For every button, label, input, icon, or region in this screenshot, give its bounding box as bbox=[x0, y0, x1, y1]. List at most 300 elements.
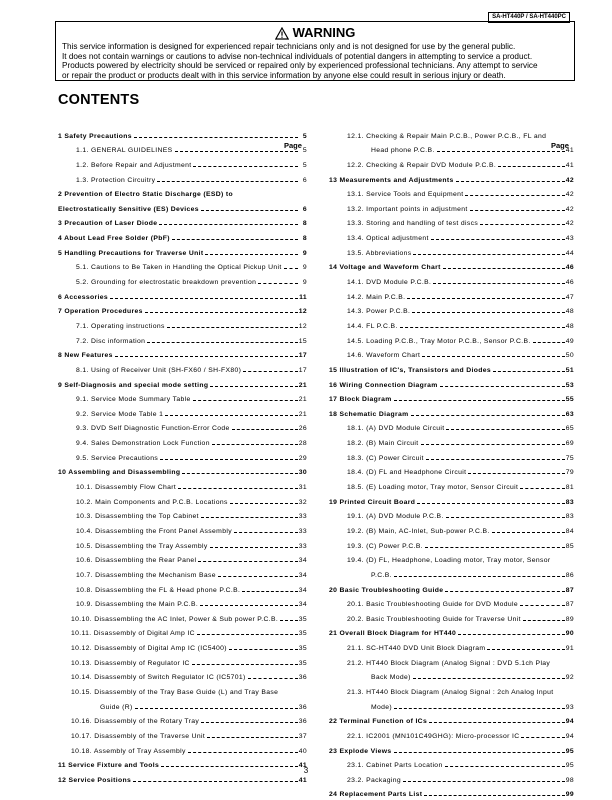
toc-entry-page: 49 bbox=[565, 337, 574, 345]
toc-entry-page: 65 bbox=[565, 425, 574, 433]
toc-entry-title: 1.3. Protection Circuitry bbox=[76, 176, 156, 184]
toc-entry-title: 18.5. (E) Loading motor, Tray motor, Sensor Circuit bbox=[347, 484, 519, 492]
toc-entry-title: 14.4. FL P.C.B. bbox=[347, 322, 398, 330]
toc-entry-page: 15 bbox=[298, 337, 307, 345]
toc-entry-title: 21.1. SC-HT440 DVD Unit Block Diagram bbox=[347, 645, 486, 653]
toc-entry-title: 14 Voltage and Waveform Chart bbox=[329, 264, 441, 272]
warning-line: It does not contain warnings or cautions to advise non-technical individuals of potential dangers in attempting to service a product. bbox=[62, 51, 533, 61]
toc-entry-title: 12.1. Checking & Repair Main P.C.B., Power P.C.B., FL and bbox=[347, 132, 547, 140]
toc-entry-title: 10.9. Disassembling the Main P.C.B. bbox=[76, 601, 199, 609]
toc-leader-line bbox=[135, 708, 298, 709]
toc-entry[interactable] bbox=[329, 669, 574, 684]
toc-entry[interactable] bbox=[58, 727, 307, 742]
toc-entry[interactable] bbox=[329, 493, 574, 508]
toc-entry-page: 94 bbox=[565, 732, 574, 740]
toc-entry-page: 87 bbox=[565, 586, 574, 594]
toc-entry[interactable] bbox=[329, 405, 574, 420]
page-column-header-left: Page bbox=[284, 141, 302, 150]
toc-entry-page: 42 bbox=[565, 176, 574, 184]
toc-entry[interactable] bbox=[329, 566, 574, 581]
warning-text bbox=[62, 42, 568, 80]
toc-leader-line bbox=[284, 268, 298, 269]
toc-entry-page: 84 bbox=[565, 527, 574, 535]
toc-entry-page: 46 bbox=[565, 279, 574, 287]
toc-leader-line bbox=[470, 210, 565, 211]
toc-entry-title: Electrostatically Sensitive (ES) Devices bbox=[58, 205, 199, 213]
toc-leader-line bbox=[394, 708, 565, 709]
toc-leader-line bbox=[413, 254, 564, 255]
toc-entry-page: 5 bbox=[302, 147, 307, 155]
toc-entry[interactable] bbox=[58, 669, 307, 684]
toc-entry[interactable] bbox=[329, 361, 574, 376]
toc-entry[interactable] bbox=[58, 449, 307, 464]
toc-entry-title: Head phone P.C.B. bbox=[371, 147, 435, 155]
toc-entry-page: 6 bbox=[302, 205, 307, 213]
toc-entry[interactable] bbox=[58, 229, 307, 244]
toc-entry-title: 14.2. Main P.C.B. bbox=[347, 293, 406, 301]
toc-leader-line bbox=[242, 591, 298, 592]
toc-entry[interactable] bbox=[58, 259, 307, 274]
toc-leader-line bbox=[147, 342, 297, 343]
toc-entry-page: 99 bbox=[565, 791, 574, 799]
toc-entry[interactable] bbox=[58, 698, 307, 713]
toc-entry-title: 5 Handling Precautions for Traverse Unit bbox=[58, 249, 204, 257]
toc-entry[interactable] bbox=[58, 683, 307, 698]
toc-entry[interactable] bbox=[329, 434, 574, 449]
warning-title-text: WARNING bbox=[292, 25, 356, 40]
toc-entry-title: 18.4. (D) FL and Headphone Circuit bbox=[347, 469, 467, 477]
toc-entry[interactable] bbox=[329, 742, 574, 757]
toc-leader-line bbox=[182, 473, 297, 474]
toc-entry-title: 14.3. Power P.C.B. bbox=[347, 308, 411, 316]
toc-entry-title: 21 Overall Block Diagram for HT440 bbox=[329, 630, 457, 638]
toc-entry-title: Back Mode) bbox=[371, 674, 411, 682]
toc-entry[interactable] bbox=[329, 581, 574, 596]
toc-entry-page: 40 bbox=[298, 747, 307, 755]
toc-entry-page: 86 bbox=[565, 571, 574, 579]
toc-entry-title: 8 New Features bbox=[58, 352, 113, 360]
toc-leader-line bbox=[446, 517, 565, 518]
toc-entry[interactable] bbox=[58, 508, 307, 523]
toc-entry-page: 92 bbox=[565, 674, 574, 682]
toc-entry-title: 19.4. (D) FL, Headphone, Loading motor, Tray motor, Sensor bbox=[347, 557, 551, 565]
toc-entry[interactable] bbox=[329, 215, 574, 230]
toc-entry-title: 13.4. Optical adjustment bbox=[347, 235, 429, 243]
toc-entry-page: 90 bbox=[565, 630, 574, 638]
toc-entry[interactable] bbox=[329, 420, 574, 435]
toc-leader-line bbox=[407, 298, 564, 299]
toc-entry-title: 17 Block Diagram bbox=[329, 396, 392, 404]
toc-entry[interactable] bbox=[329, 552, 574, 567]
toc-entry-title: 10.13. Disassembly of Regulator IC bbox=[71, 659, 190, 667]
toc-entry[interactable] bbox=[329, 200, 574, 215]
toc-leader-line bbox=[445, 591, 564, 592]
toc-entry[interactable] bbox=[329, 625, 574, 640]
toc-leader-line bbox=[280, 620, 298, 621]
toc-entry-page: 75 bbox=[565, 454, 574, 462]
toc-entry-title: 2 Prevention of Electro Static Discharge (ESD) to bbox=[58, 191, 234, 199]
toc-entry[interactable] bbox=[58, 566, 307, 581]
toc-entry[interactable] bbox=[329, 610, 574, 625]
toc-entry-title: 4 About Lead Free Solder (PbF) bbox=[58, 235, 170, 243]
toc-entry[interactable] bbox=[58, 186, 307, 201]
toc-entry-title: 12 Service Positions bbox=[58, 776, 132, 784]
toc-entry[interactable] bbox=[329, 376, 574, 391]
toc-entry[interactable] bbox=[58, 713, 307, 728]
toc-entry[interactable] bbox=[58, 391, 307, 406]
toc-entry-page: 48 bbox=[565, 322, 574, 330]
toc-entry[interactable] bbox=[58, 347, 307, 362]
toc-leader-line bbox=[212, 444, 298, 445]
toc-leader-line bbox=[403, 781, 565, 782]
toc-entry-title: 11 Service Fixture and Tools bbox=[58, 762, 160, 770]
toc-entry-title: 7.1. Operating instructions bbox=[76, 322, 165, 330]
toc-right-column bbox=[329, 127, 574, 800]
toc-leader-line bbox=[446, 429, 564, 430]
toc-entry-title: 13.5. Abbreviations bbox=[347, 249, 412, 257]
toc-leader-line bbox=[443, 268, 565, 269]
toc-entry-page: 93 bbox=[565, 703, 574, 711]
toc-entry-title: 10.1. Disassembly Flow Chart bbox=[76, 484, 177, 492]
toc-entry[interactable] bbox=[58, 610, 307, 625]
toc-entry-title: 18.2. (B) Main Circuit bbox=[347, 440, 419, 448]
toc-entry-title: 10.8. Disassembling the FL & Head phone P.C.B. bbox=[76, 586, 241, 594]
toc-entry-page: 63 bbox=[565, 410, 574, 418]
toc-entry-page: 8 bbox=[302, 235, 307, 243]
toc-entry[interactable] bbox=[58, 142, 307, 157]
toc-entry-title: 23 Explode Views bbox=[329, 747, 392, 755]
toc-entry-title: 10.17. Disassembly of the Traverse Unit bbox=[71, 732, 206, 740]
toc-entry-title: 10.3. Disassembling the Top Cabinet bbox=[76, 513, 199, 521]
toc-entry-page: 36 bbox=[298, 703, 307, 711]
toc-entry-page: 11 bbox=[299, 293, 307, 301]
toc-entry-title: 15 Illustration of IC's, Transistors and Diodes bbox=[329, 366, 491, 374]
toc-entry[interactable] bbox=[329, 259, 574, 274]
toc-entry-page: 41 bbox=[565, 161, 574, 169]
toc-entry[interactable] bbox=[58, 552, 307, 567]
toc-entry[interactable] bbox=[58, 317, 307, 332]
toc-entry-page: 5 bbox=[302, 161, 307, 169]
toc-entry-title: 19.2. (B) Main, AC-Inlet, Sub-power P.C.B. bbox=[347, 527, 490, 535]
toc-entry-title: 13.2. Important points in adjustment bbox=[347, 205, 468, 213]
toc-leader-line bbox=[493, 371, 565, 372]
toc-entry-page: 28 bbox=[298, 440, 307, 448]
toc-entry[interactable] bbox=[58, 581, 307, 596]
toc-leader-line bbox=[188, 752, 298, 753]
toc-entry-title: 20.1. Basic Troubleshooting Guide for DVD Module bbox=[347, 601, 518, 609]
toc-entry-title: 5.1. Cautions to Be Taken in Handling the Optical Pickup Unit bbox=[76, 264, 282, 272]
warning-line: This service information is designed for experienced repair technicians only and is not designed for use by the general public. bbox=[62, 42, 516, 51]
toc-leader-line bbox=[468, 473, 564, 474]
toc-entry[interactable] bbox=[329, 698, 574, 713]
toc-entry[interactable] bbox=[329, 303, 574, 318]
toc-entry-page: 42 bbox=[565, 205, 574, 213]
toc-entry-page: 12 bbox=[298, 322, 307, 330]
toc-entry[interactable] bbox=[329, 347, 574, 362]
toc-entry-page: 98 bbox=[565, 776, 574, 784]
toc-entry[interactable] bbox=[329, 478, 574, 493]
toc-leader-line bbox=[465, 195, 564, 196]
toc-entry-title: 7.2. Disc information bbox=[76, 337, 146, 345]
toc-entry-page: 46 bbox=[565, 264, 574, 272]
toc-entry-page: 37 bbox=[298, 732, 307, 740]
toc-leader-line bbox=[400, 327, 565, 328]
toc-leader-line bbox=[458, 634, 565, 635]
toc-leader-line bbox=[520, 605, 565, 606]
toc-leader-line bbox=[210, 547, 298, 548]
toc-entry[interactable] bbox=[58, 522, 307, 537]
warning-box bbox=[55, 21, 575, 81]
toc-entry-page: 9 bbox=[302, 264, 307, 272]
toc-entry-title: Mode) bbox=[371, 703, 393, 711]
toc-leader-line bbox=[200, 605, 298, 606]
toc-leader-line bbox=[134, 137, 298, 138]
toc-entry-page: 42 bbox=[565, 220, 574, 228]
toc-leader-line bbox=[218, 576, 298, 577]
toc-entry-page: 95 bbox=[565, 747, 574, 755]
toc-leader-line bbox=[230, 503, 298, 504]
toc-entry[interactable] bbox=[58, 537, 307, 552]
toc-entry[interactable] bbox=[58, 332, 307, 347]
toc-entry[interactable] bbox=[329, 142, 574, 157]
toc-leader-line bbox=[133, 781, 298, 782]
toc-entry-page: 33 bbox=[298, 527, 307, 535]
toc-entry[interactable] bbox=[58, 288, 307, 303]
toc-entry-title: 19.1. (A) DVD Module P.C.B. bbox=[347, 513, 444, 521]
toc-entry-page: 21 bbox=[298, 381, 307, 389]
toc-entry-page: 32 bbox=[298, 498, 307, 506]
toc-entry-page: 35 bbox=[298, 645, 307, 653]
toc-entry-title: 1.2. Before Repair and Adjustment bbox=[76, 161, 192, 169]
toc-leader-line bbox=[433, 283, 564, 284]
toc-entry[interactable] bbox=[58, 478, 307, 493]
toc-leader-line bbox=[394, 576, 565, 577]
toc-entry[interactable] bbox=[329, 639, 574, 654]
toc-entry-page: 29 bbox=[298, 454, 307, 462]
toc-entry-title: 23.1. Cabinet Parts Location bbox=[347, 762, 443, 770]
toc-entry[interactable] bbox=[58, 376, 307, 391]
toc-entry[interactable] bbox=[329, 596, 574, 611]
toc-entry[interactable] bbox=[58, 405, 307, 420]
toc-entry-title: P.C.B. bbox=[371, 571, 392, 579]
toc-leader-line bbox=[193, 400, 298, 401]
toc-leader-line bbox=[421, 444, 565, 445]
toc-leader-line bbox=[192, 664, 298, 665]
toc-leader-line bbox=[172, 239, 298, 240]
toc-entry[interactable] bbox=[58, 742, 307, 757]
toc-entry-page: 26 bbox=[298, 425, 307, 433]
toc-entry-title: 14.1. DVD Module P.C.B. bbox=[347, 279, 432, 287]
toc-leader-line bbox=[411, 415, 565, 416]
toc-entry-page: 87 bbox=[565, 601, 574, 609]
toc-left-column bbox=[58, 127, 307, 786]
toc-entry[interactable] bbox=[58, 464, 307, 479]
toc-entry-title: 18.1. (A) DVD Module Circuit bbox=[347, 425, 445, 433]
toc-leader-line bbox=[159, 224, 298, 225]
toc-entry-page: 81 bbox=[565, 484, 574, 492]
toc-leader-line bbox=[429, 722, 565, 723]
toc-leader-line bbox=[424, 795, 564, 796]
toc-leader-line bbox=[198, 561, 297, 562]
toc-leader-line bbox=[523, 620, 565, 621]
toc-entry[interactable] bbox=[58, 639, 307, 654]
toc-entry-title: 9.4. Sales Demonstration Lock Function bbox=[76, 440, 210, 448]
toc-entry-page: 8 bbox=[302, 220, 307, 228]
toc-leader-line bbox=[440, 386, 565, 387]
toc-leader-line bbox=[498, 166, 565, 167]
toc-entry[interactable] bbox=[329, 537, 574, 552]
document-code-label: SA-HT440P / SA-HT440PC bbox=[488, 12, 570, 23]
toc-leader-line bbox=[178, 488, 298, 489]
toc-entry[interactable] bbox=[329, 449, 574, 464]
toc-entry-page: 89 bbox=[565, 615, 574, 623]
toc-entry[interactable] bbox=[58, 303, 307, 318]
toc-entry[interactable] bbox=[329, 332, 574, 347]
toc-leader-line bbox=[422, 356, 565, 357]
toc-entry[interactable] bbox=[58, 493, 307, 508]
toc-entry-page: 50 bbox=[565, 352, 574, 360]
toc-entry-title: 10.14. Disassembly of Switch Regulator IC (IC5701) bbox=[71, 674, 246, 682]
toc-entry[interactable] bbox=[58, 244, 307, 259]
toc-entry-title: 10.7. Disassembling the Mechanism Base bbox=[76, 571, 216, 579]
toc-entry-title: 22 Terminal Function of ICs bbox=[329, 718, 428, 726]
toc-entry[interactable] bbox=[58, 156, 307, 171]
toc-entry[interactable] bbox=[329, 244, 574, 259]
toc-entry[interactable] bbox=[329, 391, 574, 406]
toc-leader-line bbox=[487, 649, 564, 650]
toc-entry[interactable] bbox=[58, 127, 307, 142]
warning-line: Products powered by electricity should be serviced or repaired only by experienced professional technicians. Any attempt to service bbox=[62, 61, 538, 71]
toc-entry[interactable] bbox=[329, 464, 574, 479]
toc-leader-line bbox=[229, 649, 298, 650]
toc-entry-title: 19.3. (C) Power P.C.B. bbox=[347, 542, 423, 550]
toc-entry-page: 69 bbox=[565, 440, 574, 448]
toc-entry-page: 41 bbox=[298, 762, 307, 770]
page-column-header-right: Page bbox=[551, 141, 569, 150]
toc-entry-title: 1 Safety Precautions bbox=[58, 132, 132, 140]
toc-entry[interactable] bbox=[329, 127, 574, 142]
toc-entry[interactable] bbox=[329, 683, 574, 698]
toc-entry[interactable] bbox=[329, 654, 574, 669]
toc-entry-title: 9 Self-Diagnosis and special mode setting bbox=[58, 381, 209, 389]
toc-entry[interactable] bbox=[329, 508, 574, 523]
toc-entry-title: 10.18. Assembly of Tray Assembly bbox=[71, 747, 186, 755]
toc-entry-page: 47 bbox=[565, 293, 574, 301]
toc-entry-title: 9.5. Service Precautions bbox=[76, 454, 159, 462]
toc-entry[interactable] bbox=[58, 273, 307, 288]
toc-entry-page: 34 bbox=[298, 601, 307, 609]
toc-entry[interactable] bbox=[329, 713, 574, 728]
toc-leader-line bbox=[197, 634, 298, 635]
toc-entry[interactable] bbox=[58, 420, 307, 435]
toc-entry[interactable] bbox=[58, 654, 307, 669]
toc-entry-page: 55 bbox=[565, 396, 574, 404]
toc-entry-page: 34 bbox=[298, 571, 307, 579]
toc-entry-page: 21 bbox=[298, 396, 307, 404]
toc-entry-page: 51 bbox=[565, 366, 574, 374]
toc-entry-title: 5.2. Grounding for electrostatic breakdown prevention bbox=[76, 279, 257, 287]
toc-entry-page: 36 bbox=[298, 718, 307, 726]
toc-entry-page: 35 bbox=[298, 659, 307, 667]
toc-entry-title: 23.2. Packaging bbox=[347, 776, 401, 784]
toc-leader-line bbox=[110, 298, 298, 299]
toc-entry-page: 41 bbox=[298, 776, 307, 784]
toc-entry-page: 5 bbox=[302, 132, 307, 140]
toc-entry-title: 10.16. Disassembly of the Rotary Tray bbox=[71, 718, 200, 726]
toc-entry[interactable] bbox=[329, 317, 574, 332]
toc-entry-page: 31 bbox=[298, 484, 307, 492]
toc-entry-title: 13.3. Storing and handling of test discs bbox=[347, 220, 479, 228]
toc-leader-line bbox=[258, 283, 298, 284]
toc-entry-title: 10.5. Disassembling the Tray Assembly bbox=[76, 542, 208, 550]
toc-entry[interactable] bbox=[329, 786, 574, 800]
toc-entry[interactable] bbox=[329, 186, 574, 201]
toc-entry-title: 13 Measurements and Adjustments bbox=[329, 176, 454, 184]
toc-leader-line bbox=[145, 312, 298, 313]
toc-entry[interactable] bbox=[329, 288, 574, 303]
toc-entry-page: 9 bbox=[302, 249, 307, 257]
toc-entry-page: 41 bbox=[565, 147, 574, 155]
warning-title bbox=[62, 25, 568, 41]
toc-entry[interactable] bbox=[58, 596, 307, 611]
toc-entry-page: 9 bbox=[302, 279, 307, 287]
toc-entry[interactable] bbox=[58, 200, 307, 215]
toc-leader-line bbox=[533, 342, 565, 343]
toc-entry-page: 85 bbox=[565, 542, 574, 550]
toc-leader-line bbox=[175, 151, 298, 152]
toc-entry-title: 21.3. HT440 Block Diagram (Analog Signal : 2ch Analog Input bbox=[347, 688, 554, 696]
toc-entry[interactable] bbox=[58, 215, 307, 230]
toc-entry-page: 33 bbox=[298, 542, 307, 550]
toc-entry-page: 43 bbox=[565, 235, 574, 243]
toc-entry[interactable] bbox=[329, 229, 574, 244]
toc-leader-line bbox=[157, 181, 298, 182]
toc-entry[interactable] bbox=[58, 171, 307, 186]
toc-entry-page: 83 bbox=[565, 513, 574, 521]
toc-entry-title: 24 Replacement Parts List bbox=[329, 791, 423, 799]
toc-entry-page: 12 bbox=[298, 308, 307, 316]
toc-entry-page: 91 bbox=[565, 645, 574, 653]
warning-line: or repair the product or products dealt with in this service information by anyone else could result in serious injury or death. bbox=[62, 70, 506, 80]
toc-entry-page: 36 bbox=[298, 674, 307, 682]
toc-leader-line bbox=[425, 547, 565, 548]
toc-entry-page: 42 bbox=[565, 191, 574, 199]
toc-entry-title: 7 Operation Procedures bbox=[58, 308, 143, 316]
toc-entry[interactable] bbox=[329, 522, 574, 537]
toc-leader-line bbox=[480, 224, 565, 225]
toc-entry-page: 83 bbox=[565, 498, 574, 506]
toc-entry[interactable] bbox=[58, 434, 307, 449]
toc-entry[interactable] bbox=[329, 156, 574, 171]
toc-leader-line bbox=[456, 181, 565, 182]
toc-entry-title: 12.2. Checking & Repair DVD Module P.C.B. bbox=[347, 161, 497, 169]
toc-entry-title: 9.2. Service Mode Table 1 bbox=[76, 410, 164, 418]
toc-entry[interactable] bbox=[329, 171, 574, 186]
toc-entry-title: 14.5. Loading P.C.B., Tray Motor P.C.B., Sensor P.C.B. bbox=[347, 337, 531, 345]
toc-leader-line bbox=[248, 678, 298, 679]
toc-entry[interactable] bbox=[329, 273, 574, 288]
toc-entry[interactable] bbox=[58, 361, 307, 376]
toc-entry-page: 6 bbox=[302, 176, 307, 184]
toc-leader-line bbox=[243, 371, 297, 372]
toc-entry-title: 20 Basic Troubleshooting Guide bbox=[329, 586, 444, 594]
toc-entry[interactable] bbox=[329, 727, 574, 742]
toc-entry-title: 18.3. (C) Power Circuit bbox=[347, 454, 424, 462]
toc-entry-title: 21.2. HT440 Block Diagram (Analog Signal : DVD 5.1ch Play bbox=[347, 659, 551, 667]
toc-entry-page: 48 bbox=[565, 308, 574, 316]
toc-entry-title: 19 Printed Circuit Board bbox=[329, 498, 416, 506]
toc-entry[interactable] bbox=[58, 625, 307, 640]
